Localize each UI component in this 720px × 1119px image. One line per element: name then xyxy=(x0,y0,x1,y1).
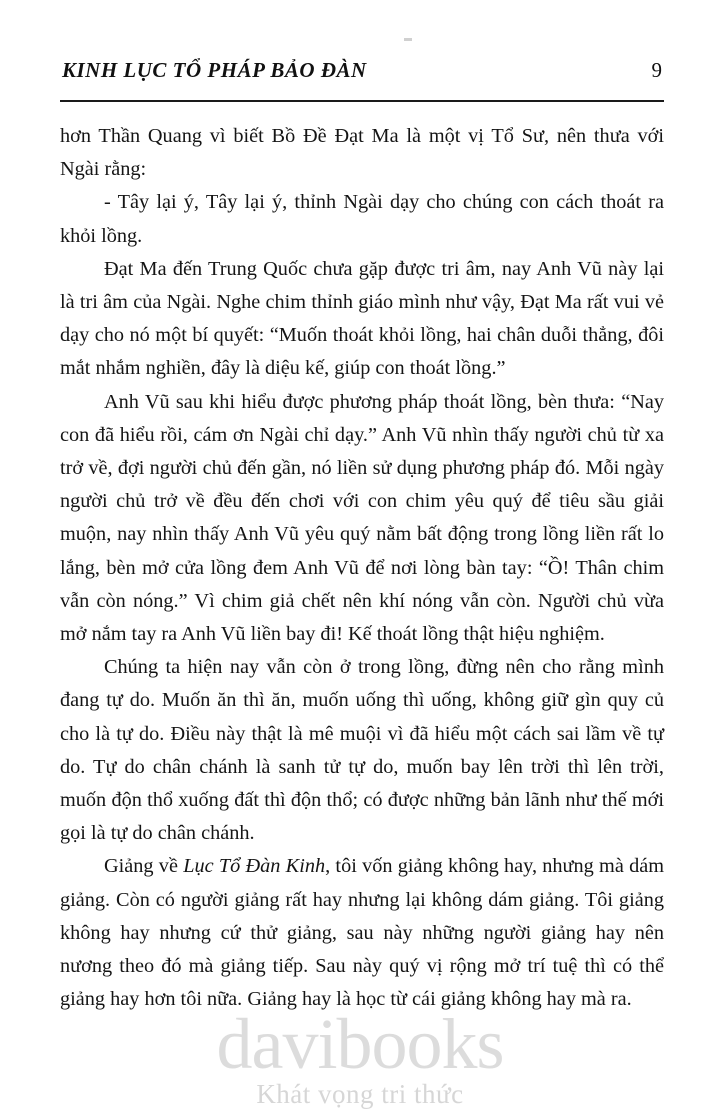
running-head-title: KINH LỤC TỔ PHÁP BẢO ĐÀN xyxy=(62,58,367,82)
page-number: 9 xyxy=(651,58,662,82)
scan-edge-mark xyxy=(404,38,412,41)
watermark xyxy=(0,1004,720,1111)
paragraph: Anh Vũ sau khi hiểu được phương pháp thoát lồng, bèn thưa: “Nay con đã hiểu rồi, cám ơn Ngài chỉ dạy.” Anh Vũ nhìn thấy người chủ từ xa trở về, đợi người chủ đến gần, nó liền sử dụng phương pháp đó. Mỗi ngày người chủ trở về đều đến chơi với con chim yêu quý để tiêu sầu giải muộn, nay nhìn thấy Anh Vũ yêu quý nằm bất động trong lồng liền rất lo lắng, bèn mở cửa lồng đem Anh Vũ để nơi lòng bàn tay: “Ồ! Thân chim vẫn còn nóng.” Vì chim giả chết nên khí nóng vẫn còn. Người chủ vừa mở nắm tay ra Anh Vũ liền bay đi! Kế thoát lồng thật hiệu nghiệm. xyxy=(60,390,664,646)
paragraph: hơn Thần Quang vì biết Bồ Đề Đạt Ma là một vị Tổ Sư, nên thưa với Ngài rằng: xyxy=(60,125,664,181)
watermark-sub-text: Khát vọng tri thức xyxy=(256,1079,464,1109)
body-text xyxy=(60,120,664,1016)
page-header xyxy=(62,58,662,83)
paragraph-lead: Giảng về xyxy=(104,855,184,878)
watermark-main-text: davibooks xyxy=(216,1004,504,1084)
paragraph-with-title-citation xyxy=(60,850,664,1016)
header-divider xyxy=(60,100,664,102)
paragraph: Chúng ta hiện nay vẫn còn ở trong lồng, đừng nên cho rằng mình đang tự do. Muốn ăn thì ăn, muốn uống thì uống, không giữ gìn quy củ cho là tự do. Điều này thật là mê muội vì đã hiểu một cách sai lầm về tự do. Tự do chân chánh là sanh tử tự do, muốn bay lên trời thì lên trời, muốn độn thổ xuống đất thì độn thổ; có được những bản lãnh như thế mới gọi là tự do chân chánh. xyxy=(60,656,664,845)
paragraph: - Tây lại ý, Tây lại ý, thỉnh Ngài dạy cho chúng con cách thoát ra khỏi lồng. xyxy=(60,191,664,247)
paragraph: Đạt Ma đến Trung Quốc chưa gặp được tri âm, nay Anh Vũ này lại là tri âm của Ngài. Nghe chim thỉnh giáo mình như vậy, Đạt Ma rất vui vẻ dạy cho nó một bí quyết: “Muốn thoát khỏi lồng, hai chân duỗi thẳng, đôi mắt nhắm nghiền, đây là diệu kế, giúp con thoát lồng.” xyxy=(60,257,664,380)
book-title-citation: Lục Tổ Đàn Kinh xyxy=(183,855,326,878)
paragraph-rest: , tôi vốn giảng không hay, nhưng mà dám giảng. Còn có người giảng rất hay nhưng lại không dám giảng. Tôi giảng không hay nhưng cứ thử giảng, sau này những người giảng hay nên nương theo đó mà giảng tiếp. Sau này quý vị rộng mở trí tuệ thì có thể giảng hay hơn tôi nữa. Giảng hay là học từ cái giảng không hay mà ra. xyxy=(60,855,664,1011)
